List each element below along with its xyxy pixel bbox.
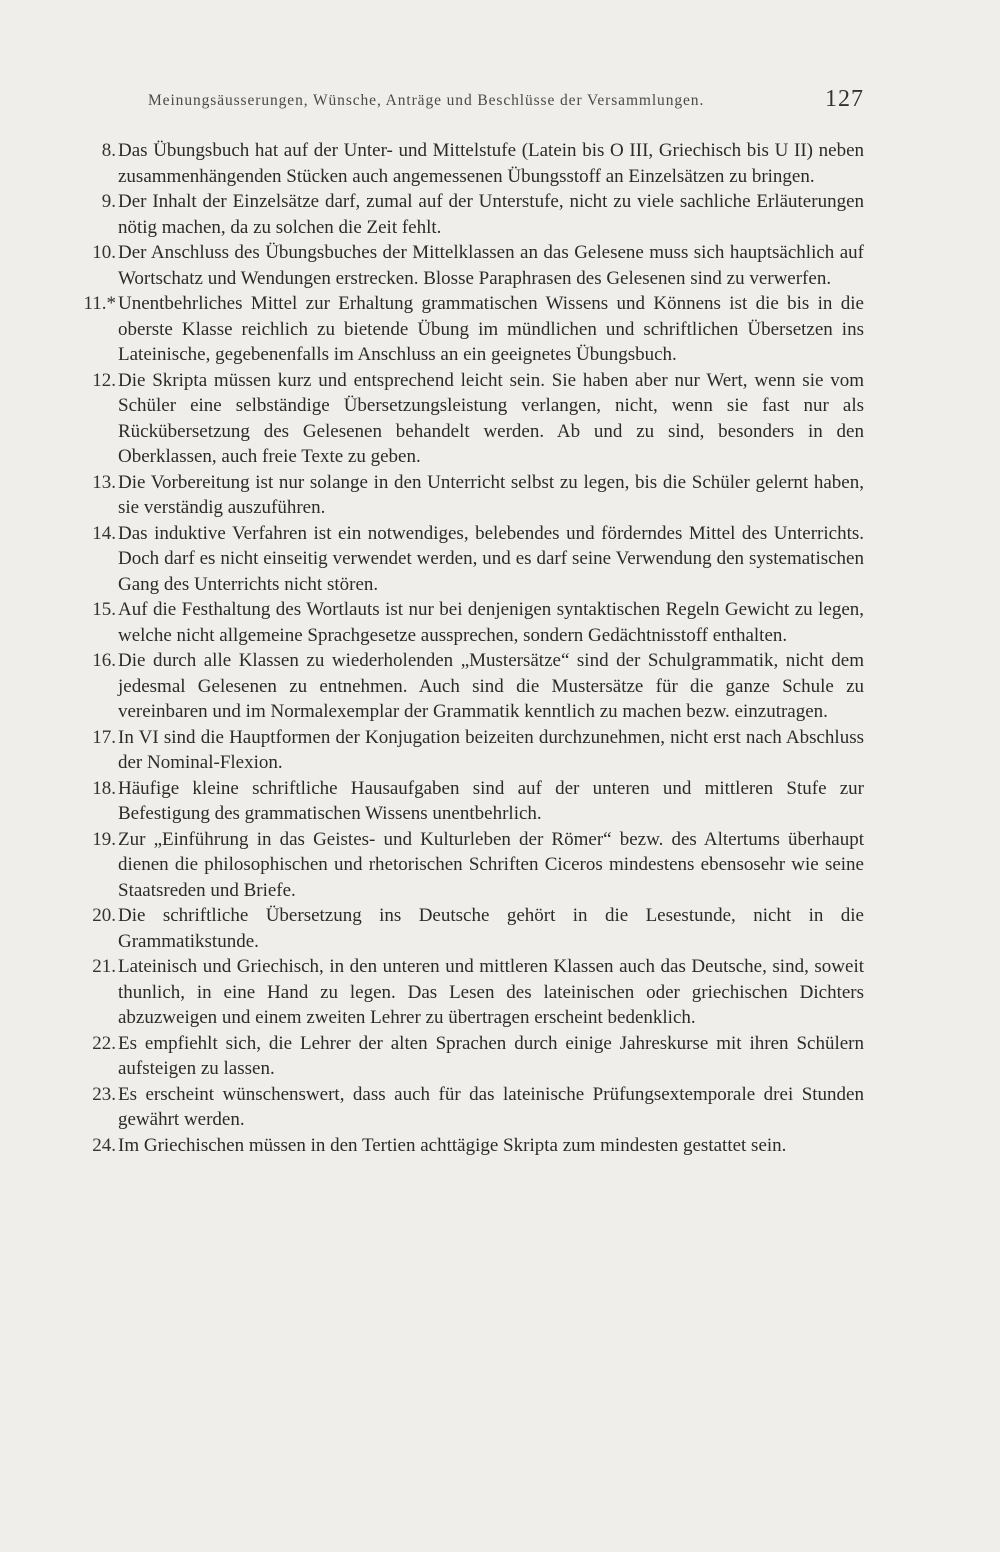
item-text: Unentbehrliches Mittel zur Erhaltung grammatischen Wissens und Könnens ist die bis in die oberste Klasse reichlich zu bietende Übung im mündlichen und schriftlichen Übersetzen ins Lateinische, gegebenenfalls im Anschluss an ein geeignetes Übungsbuch. (118, 293, 864, 365)
list-item (66, 240, 864, 291)
item-text: Lateinisch und Griechisch, in den unteren und mittleren Klassen auch das Deutsche, sind, soweit thunlich, in eine Hand zu legen. Das Lesen des lateinischen oder griechischen Dichters abzuzweigen und einem zweiten Lehrer zu übertragen erscheint bedenklich. (118, 956, 864, 1028)
list-item (66, 189, 864, 240)
item-number: 18. (92, 777, 116, 799)
list-item (66, 368, 864, 470)
item-number: 20. (92, 905, 116, 926)
item-text: Die durch alle Klassen zu wiederholenden „Mustersätze“ sind der Schulgrammatik, nicht dem jedesmal Gelesenen zu entnehmen. Auch sind die Mustersätze für die ganze Schule zu vereinbaren und im Normalexemplar der Grammatik kenntlich zu machen bezw. einzutragen. (118, 650, 864, 722)
item-number: 9. (101, 191, 116, 212)
item-text: Es empfiehlt sich, die Lehrer der alten Sprachen durch einige Jahreskurse mit ihren Schülern aufsteigen zu lassen. (118, 1032, 864, 1079)
item-text: Zur „Einführung in das Geistes- und Kulturleben der Römer“ bezw. des Altertums überhaupt dienen die philosophischen und rhetorischen Schriften Ciceros mindestens ebensosehr wie seine Staatsreden und Briefe. (118, 828, 864, 901)
item-text: Der Anschluss des Übungsbuches der Mittelklassen an das Gelesene muss sich hauptsächlich auf Wortschatz und Wendungen erstrecken. Blosse Paraphrasen des Gelesenen sind zu verwerfen. (118, 242, 864, 289)
resolution-list (66, 138, 864, 1158)
item-number: 23. (92, 1083, 116, 1105)
item-text: Die schriftliche Übersetzung ins Deutsche gehört in die Lesestunde, nicht in die Grammatikstunde. (118, 905, 864, 952)
list-item (66, 725, 864, 776)
item-number: 21. (92, 956, 116, 977)
list-item (66, 648, 864, 725)
list-item (66, 597, 864, 648)
item-number: 15. (92, 599, 116, 620)
list-item (66, 470, 864, 521)
list-item (66, 827, 864, 904)
list-item (66, 903, 864, 954)
item-number: 12. (92, 369, 116, 391)
item-text: Im Griechischen müssen in den Tertien achttägige Skripta zum mindesten gestattet sein. (118, 1134, 787, 1156)
item-number: 10. (92, 242, 116, 263)
item-text: Die Vorbereitung ist nur solange in den Unterricht selbst zu legen, bis die Schüler gelernt haben, sie verständig auszuführen. (118, 471, 864, 518)
item-number: 14. (92, 522, 116, 544)
list-item (66, 521, 864, 598)
running-head: Meinungsäusserungen, Wünsche, Anträge und Beschlüsse der Versammlungen. (148, 92, 705, 109)
item-number: 19. (92, 828, 116, 850)
list-item (66, 1133, 864, 1159)
page-number: 127 (825, 86, 864, 112)
page-header (148, 86, 864, 122)
item-number: 16. (92, 650, 116, 671)
list-item (66, 1031, 864, 1082)
list-item (66, 138, 864, 189)
item-number: 8. (101, 140, 116, 161)
list-item (66, 291, 864, 368)
list-item (66, 954, 864, 1031)
item-text: Es erscheint wünschenswert, dass auch für das lateinische Prüfungsextemporale drei Stunden gewährt werden. (118, 1083, 864, 1130)
item-text: Auf die Festhaltung des Wortlauts ist nur bei denjenigen syntaktischen Regeln Gewicht zu legen, welche nicht allgemeine Sprachgesetze aussprechen, sondern Gedächtnisstoff enthalten. (118, 599, 864, 646)
list-item (66, 776, 864, 827)
item-number: 17. (92, 726, 116, 748)
item-text: Häufige kleine schriftliche Hausaufgaben sind auf der unteren und mittleren Stufe zur Befestigung des grammatischen Wissens unentbehrlich. (118, 777, 864, 824)
item-text: In VI sind die Hauptformen der Konjugation beizeiten durchzunehmen, nicht erst nach Abschluss der Nominal-Flexion. (118, 726, 864, 773)
item-number: 22. (92, 1032, 116, 1054)
item-number: 24. (92, 1134, 116, 1156)
item-text: Der Inhalt der Einzelsätze darf, zumal auf der Unterstufe, nicht zu viele sachliche Erläuterungen nötig machen, da zu solchen die Zeit fehlt. (118, 191, 864, 238)
item-text: Die Skripta müssen kurz und entsprechend leicht sein. Sie haben aber nur Wert, wenn sie vom Schüler eine selbständige Übersetzungsleistung verlangen, nicht, wenn sie fast nur als Rückübersetzung des Gelesenen behandelt werden. Ab und zu sind, besonders in den Oberklassen, auch freie Texte zu geben. (118, 369, 864, 467)
item-text: Das Übungsbuch hat auf der Unter- und Mittelstufe (Latein bis O III, Griechisch bis U II) neben zusammenhängenden Stücken auch angemessenen Übungsstoff an Einzelsätzen zu bringen. (118, 140, 864, 187)
list-item (66, 1082, 864, 1133)
item-number: 11.* (83, 293, 116, 314)
item-number: 13. (92, 471, 116, 493)
item-text: Das induktive Verfahren ist ein notwendiges, belebendes und förderndes Mittel des Unterrichts. Doch darf es nicht einseitig verwendet werden, und es darf seine Verwendung den systematischen Gang des Unterrichts nicht stören. (118, 522, 864, 595)
